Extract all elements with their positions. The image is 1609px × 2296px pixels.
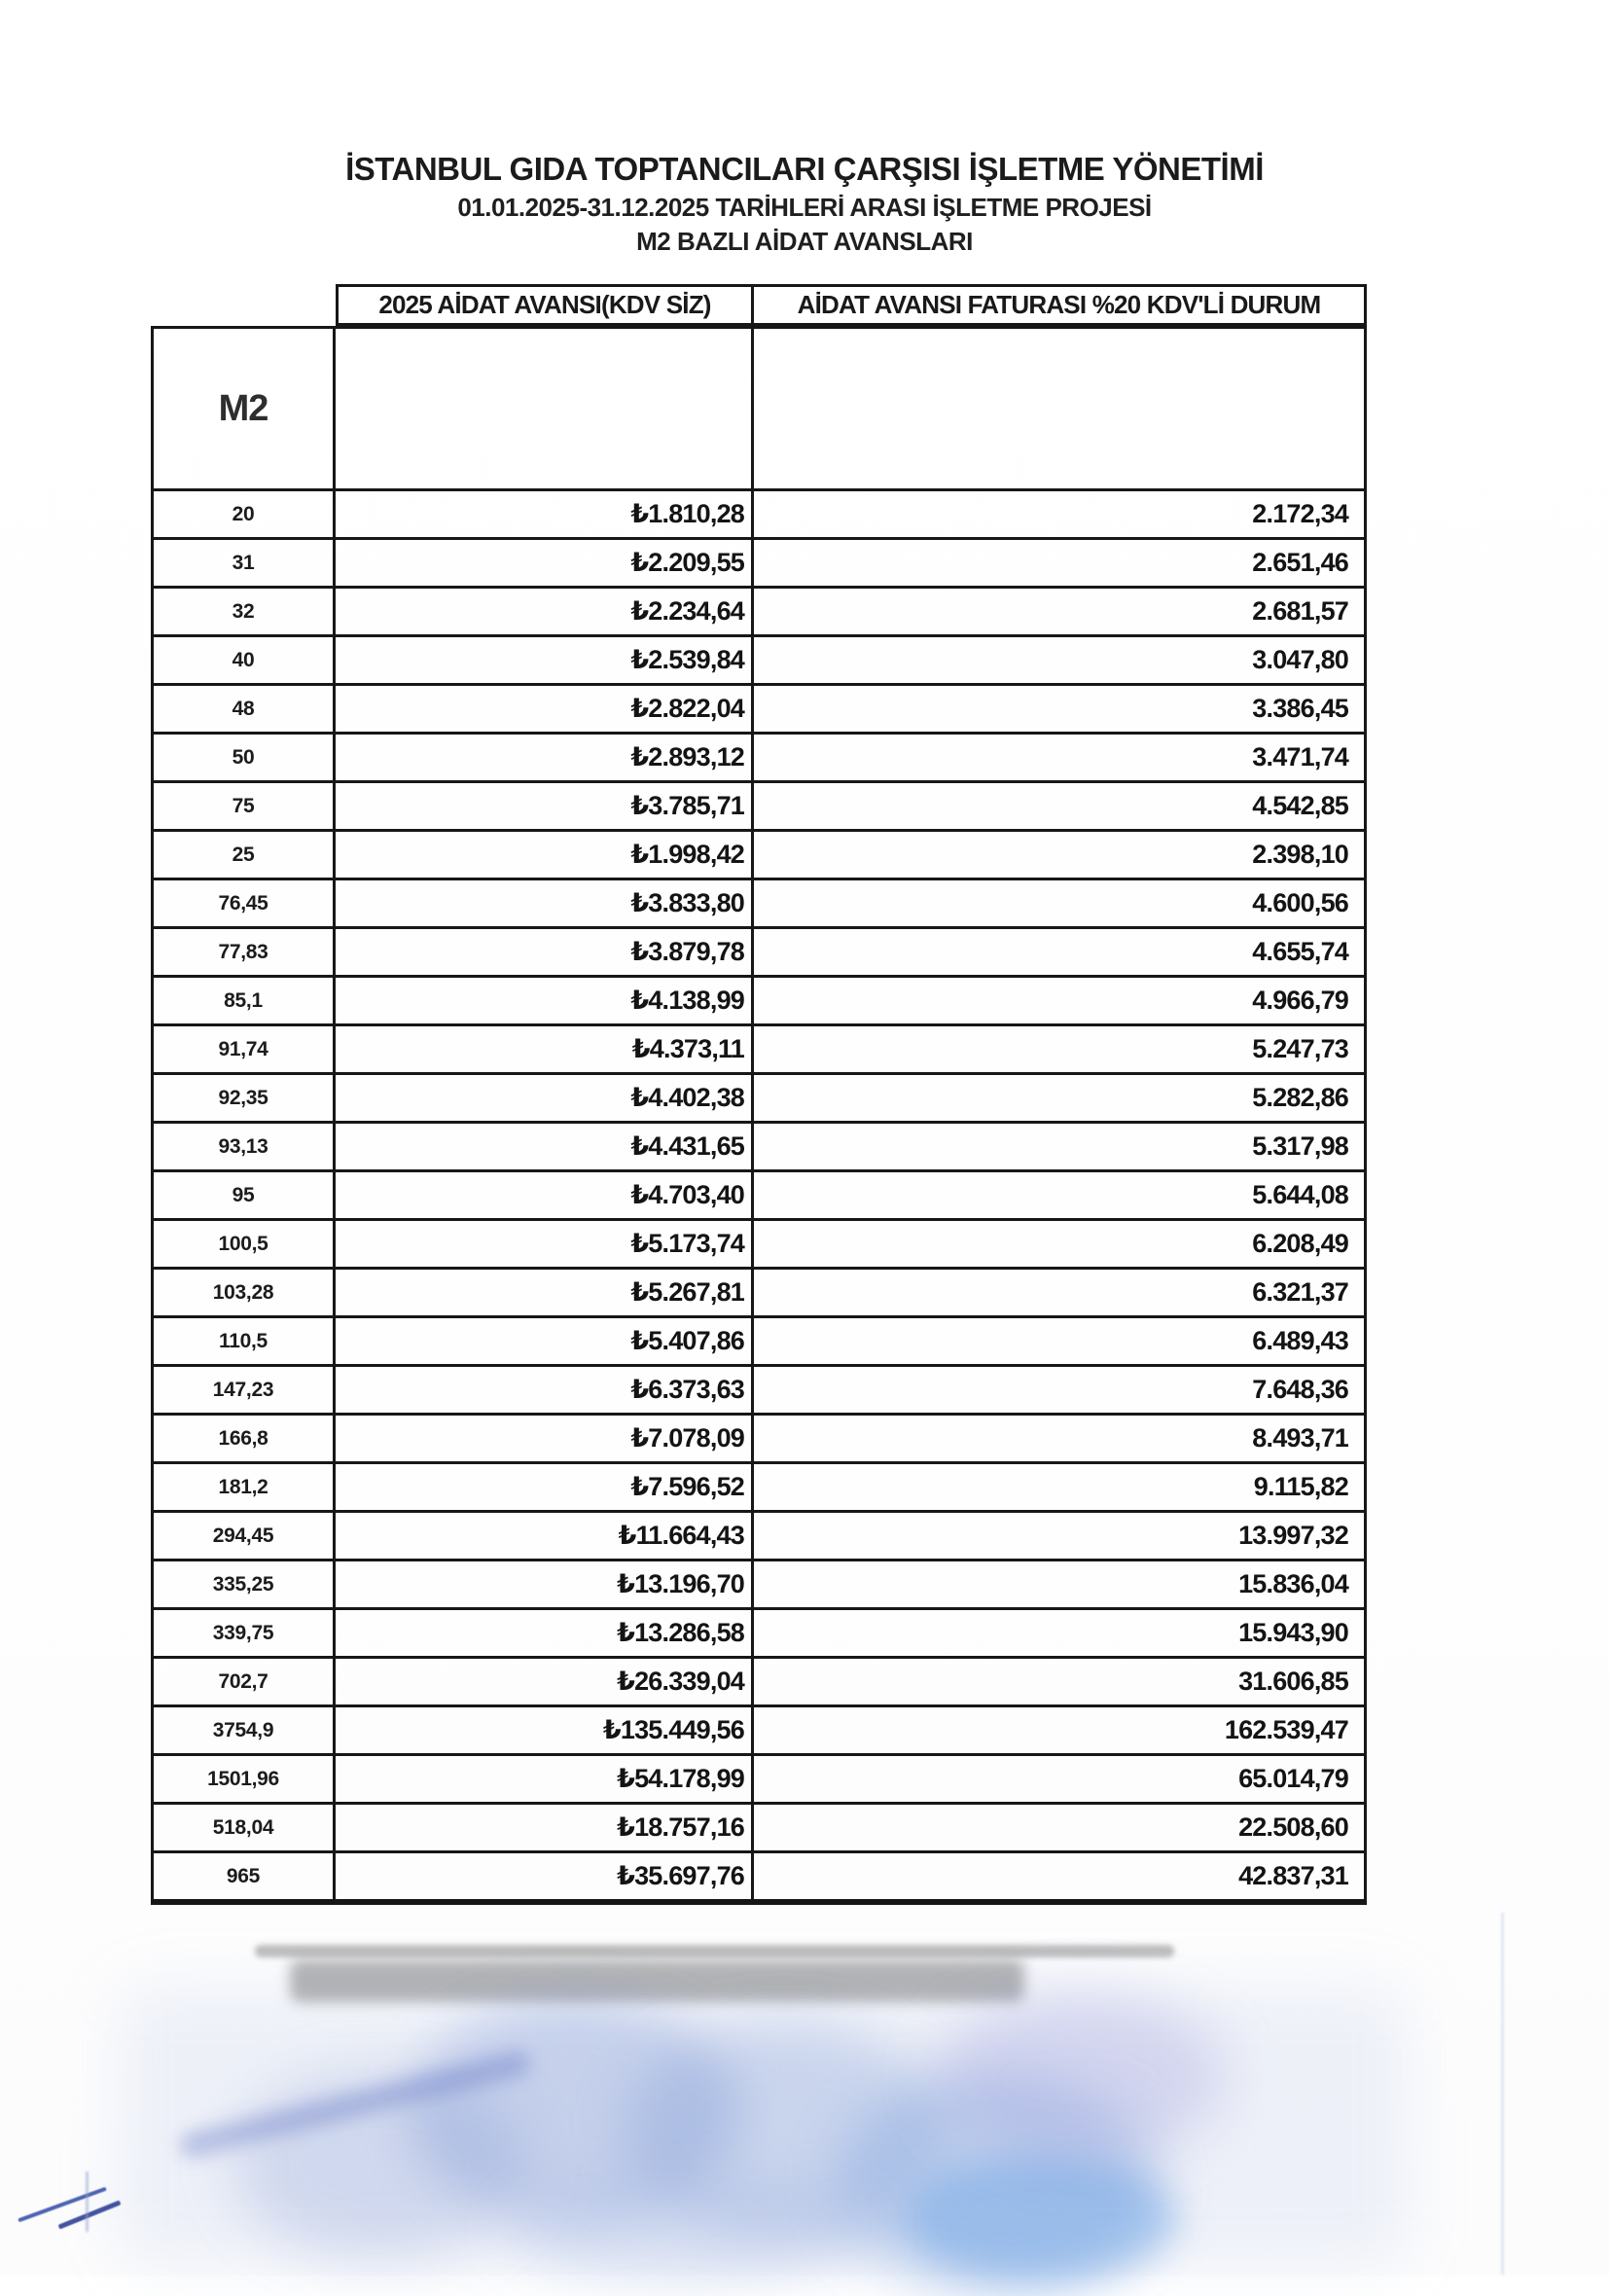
empty-cell [754,329,1364,491]
table-row [154,1172,1364,1221]
cell-advance: ₺7.596,52 [336,1464,754,1513]
cell-m2: 335,25 [154,1561,336,1610]
cell-invoiced: 4.966,79 [754,978,1364,1026]
cell-advance: ₺5.267,81 [336,1270,754,1318]
table-m2-header-row [154,329,1364,491]
cell-m2: 965 [154,1853,336,1902]
cell-advance: ₺2.539,84 [336,637,754,686]
cell-invoiced: 22.508,60 [754,1805,1364,1853]
cell-advance: ₺5.173,74 [336,1221,754,1270]
cell-m2: 32 [154,589,336,637]
page-subtitle: 01.01.2025-31.12.2025 TARİHLERİ ARASI İŞLETME PROJESİ [457,193,1152,222]
document-header [0,148,1609,259]
cell-invoiced: 5.247,73 [754,1026,1364,1075]
cell-advance: ₺3.785,71 [336,783,754,832]
table-row [154,1853,1364,1902]
page-title: İSTANBUL GIDA TOPTANCILARI ÇARŞISI İŞLETME YÖNETİMİ [345,151,1264,187]
cell-advance: ₺4.402,38 [336,1075,754,1124]
table-row [154,1610,1364,1659]
cell-m2: 103,28 [154,1270,336,1318]
table-row [154,783,1364,832]
cell-invoiced: 2.172,34 [754,491,1364,540]
table-row [154,1805,1364,1853]
cell-m2: 85,1 [154,978,336,1026]
cell-m2: 50 [154,735,336,783]
stamp-blur [934,1994,1226,2160]
cell-advance: ₺3.833,80 [336,880,754,929]
cell-advance: ₺135.449,56 [336,1707,754,1756]
cell-m2: 1501,96 [154,1756,336,1805]
cell-m2: 294,45 [154,1513,336,1561]
table-row [154,1075,1364,1124]
table-row [154,1221,1364,1270]
stamp-blur [233,2072,525,2257]
cell-m2: 518,04 [154,1805,336,1853]
cell-invoiced: 3.047,80 [754,637,1364,686]
cell-advance: ₺1.998,42 [336,832,754,880]
table-row [154,832,1364,880]
cell-invoiced: 6.321,37 [754,1270,1364,1318]
dues-table [151,284,1367,1905]
cell-m2: 31 [154,540,336,589]
cell-m2: 92,35 [154,1075,336,1124]
cell-m2: 93,13 [154,1124,336,1172]
cell-m2: 40 [154,637,336,686]
cell-advance: ₺2.234,64 [336,589,754,637]
cell-advance: ₺2.822,04 [336,686,754,735]
table-row [154,978,1364,1026]
cell-m2: 75 [154,783,336,832]
cell-m2: 20 [154,491,336,540]
cell-advance: ₺26.339,04 [336,1659,754,1707]
cell-advance: ₺7.078,09 [336,1416,754,1464]
table-row [154,1659,1364,1707]
table-row [154,686,1364,735]
cell-invoiced: 6.208,49 [754,1221,1364,1270]
table-row [154,1707,1364,1756]
column-header-m2: M2 [154,329,336,491]
cell-invoiced: 9.115,82 [754,1464,1364,1513]
stamp-blur [177,2049,532,2161]
empty-cell [336,329,754,491]
cell-advance: ₺2.893,12 [336,735,754,783]
table-row [154,637,1364,686]
cell-invoiced: 8.493,71 [754,1416,1364,1464]
cell-advance: ₺11.664,43 [336,1513,754,1561]
cell-invoiced: 65.014,79 [754,1756,1364,1805]
cell-invoiced: 5.282,86 [754,1075,1364,1124]
stamp-blur [409,1999,739,2223]
cell-invoiced: 3.471,74 [754,735,1364,783]
pen-stroke [86,2171,89,2232]
cell-advance: ₺13.286,58 [336,1610,754,1659]
cell-m2: 25 [154,832,336,880]
table-row [154,880,1364,929]
cell-advance: ₺1.810,28 [336,491,754,540]
cell-m2: 77,83 [154,929,336,978]
scan-streak [1501,1913,1504,2275]
table-row [154,1756,1364,1805]
redaction-bar [255,1945,1174,1957]
stamp-blur [837,2072,1158,2296]
cell-m2: 147,23 [154,1367,336,1416]
cell-m2: 339,75 [154,1610,336,1659]
column-header-advance: 2025 AİDAT AVANSI(KDV SİZ) [336,284,754,326]
cell-advance: ₺4.373,11 [336,1026,754,1075]
cell-invoiced: 2.398,10 [754,832,1364,880]
table-body [151,326,1367,1905]
table-row [154,1513,1364,1561]
cell-advance: ₺4.138,99 [336,978,754,1026]
cell-m2: 3754,9 [154,1707,336,1756]
stamp-blur [506,2179,876,2281]
cell-advance: ₺18.757,16 [336,1805,754,1853]
cell-invoiced: 2.681,57 [754,589,1364,637]
cell-advance: ₺3.879,78 [336,929,754,978]
cell-advance: ₺2.209,55 [336,540,754,589]
cell-invoiced: 4.542,85 [754,783,1364,832]
redaction-bar [290,1959,1024,2002]
page-subheading: M2 BAZLI AİDAT AVANSLARI [636,227,973,256]
cell-invoiced: 162.539,47 [754,1707,1364,1756]
stamp-blur [905,2155,1177,2281]
table-header-row [151,284,1367,326]
cell-advance: ₺35.697,76 [336,1853,754,1902]
table-row [154,735,1364,783]
cell-m2: 95 [154,1172,336,1221]
cell-m2: 91,74 [154,1026,336,1075]
cell-invoiced: 31.606,85 [754,1659,1364,1707]
cell-invoiced: 7.648,36 [754,1367,1364,1416]
table-row [154,540,1364,589]
cell-advance: ₺5.407,86 [336,1318,754,1367]
cell-invoiced: 5.317,98 [754,1124,1364,1172]
cell-m2: 110,5 [154,1318,336,1367]
table-row [154,1464,1364,1513]
table-row [154,1124,1364,1172]
cell-m2: 48 [154,686,336,735]
cell-invoiced: 4.600,56 [754,880,1364,929]
cell-invoiced: 42.837,31 [754,1853,1364,1902]
cell-advance: ₺6.373,63 [336,1367,754,1416]
cell-m2: 76,45 [154,880,336,929]
cell-m2: 100,5 [154,1221,336,1270]
pen-stroke [58,2200,122,2229]
pen-stroke [18,2187,107,2223]
column-header-invoiced: AİDAT AVANSI FATURASI %20 KDV'Lİ DURUM [754,284,1367,326]
cell-invoiced: 15.836,04 [754,1561,1364,1610]
cell-invoiced: 3.386,45 [754,686,1364,735]
table-row [154,1367,1364,1416]
table-row [154,1416,1364,1464]
cell-invoiced: 15.943,90 [754,1610,1364,1659]
table-row [154,1270,1364,1318]
cell-advance: ₺4.431,65 [336,1124,754,1172]
stamp-blur [623,2024,944,2238]
cell-invoiced: 5.644,08 [754,1172,1364,1221]
cell-invoiced: 13.997,32 [754,1513,1364,1561]
table-row [154,1318,1364,1367]
table-row [154,1561,1364,1610]
stamp-blur [117,1985,1411,2267]
cell-invoiced: 6.489,43 [754,1318,1364,1367]
table-row [154,1026,1364,1075]
cell-advance: ₺54.178,99 [336,1756,754,1805]
table-header-spacer [151,284,336,326]
cell-invoiced: 4.655,74 [754,929,1364,978]
cell-invoiced: 2.651,46 [754,540,1364,589]
cell-m2: 702,7 [154,1659,336,1707]
cell-advance: ₺13.196,70 [336,1561,754,1610]
cell-advance: ₺4.703,40 [336,1172,754,1221]
table-row [154,491,1364,540]
table-row [154,929,1364,978]
cell-m2: 166,8 [154,1416,336,1464]
table-row [154,589,1364,637]
cell-m2: 181,2 [154,1464,336,1513]
